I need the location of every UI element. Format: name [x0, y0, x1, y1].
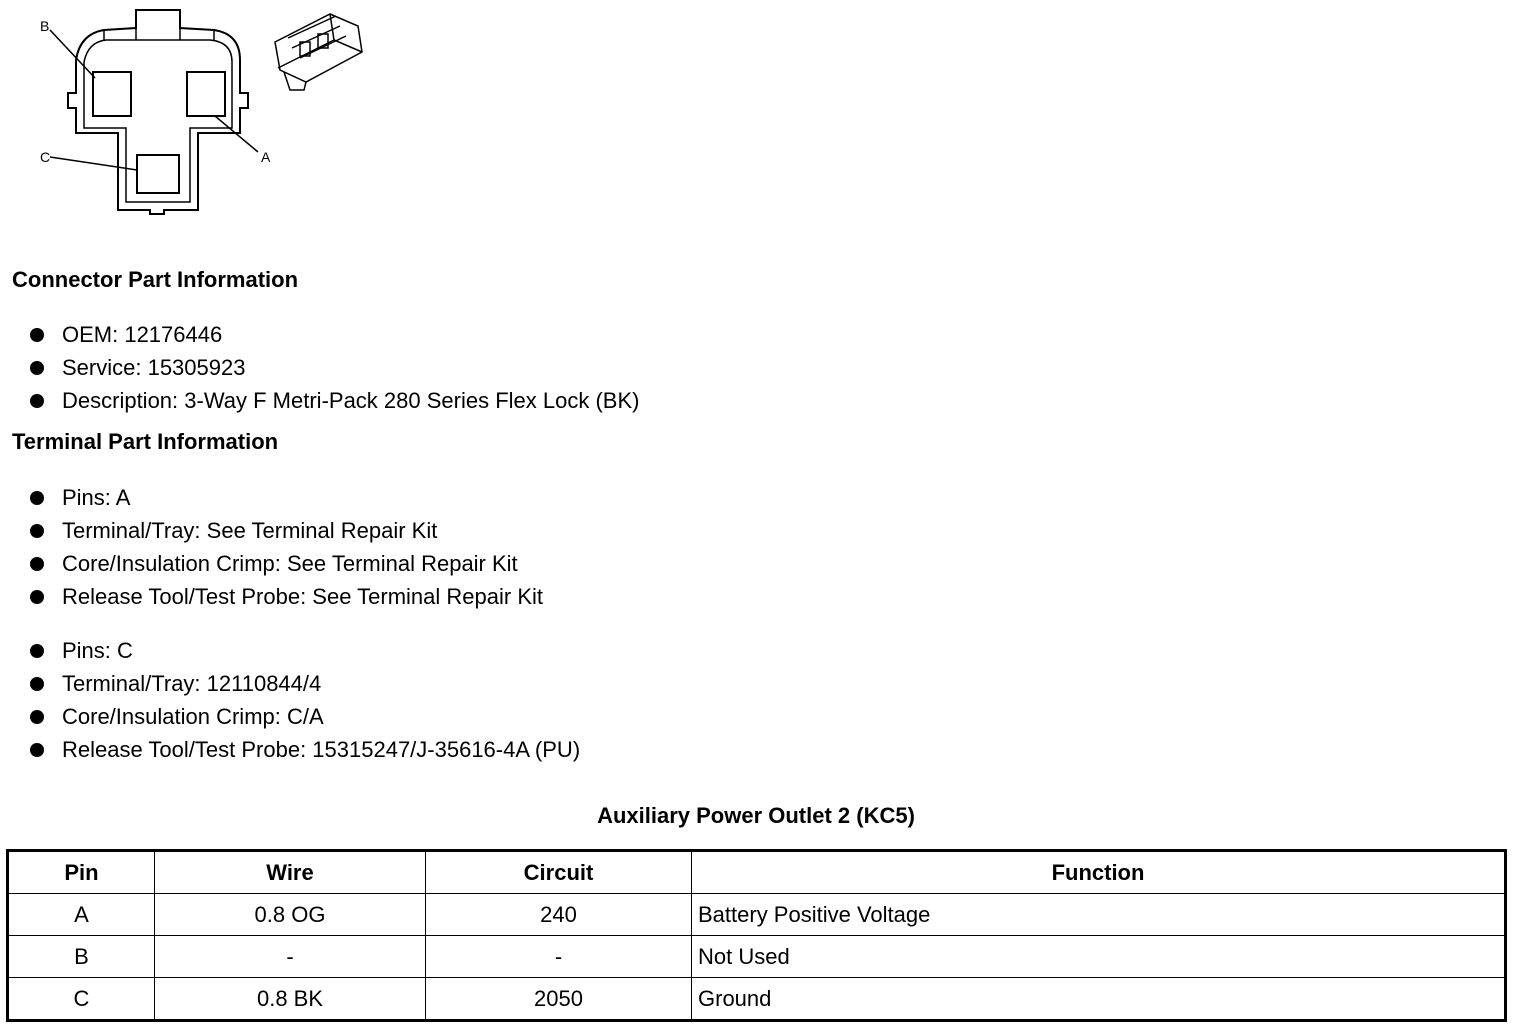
list-item: OEM: 12176446: [28, 318, 639, 351]
cell-function: Battery Positive Voltage: [692, 894, 1506, 936]
bullet-icon: [30, 557, 44, 571]
pin-label-a: A: [261, 149, 271, 165]
header-pin: Pin: [8, 851, 155, 894]
cavity-b: [93, 72, 131, 116]
list-item: Pins: C: [28, 634, 580, 667]
cell-circuit: -: [426, 936, 692, 978]
pinout-table: [6, 849, 1507, 1022]
list-item: Release Tool/Test Probe: See Terminal Repair Kit: [28, 580, 543, 613]
list-item: Core/Insulation Crimp: See Terminal Repair Kit: [28, 547, 543, 580]
connector-thumbnail: [275, 14, 362, 90]
list-item: Release Tool/Test Probe: 15315247/J-35616-4A (PU): [28, 733, 580, 766]
terminal-info-group-c: [28, 634, 580, 766]
cavity-c: [137, 155, 179, 193]
cell-pin: A: [8, 894, 155, 936]
header-wire: Wire: [155, 851, 426, 894]
bullet-icon: [30, 361, 44, 375]
terminal-info-group-a: [28, 481, 543, 613]
cell-circuit: 2050: [426, 978, 692, 1021]
cavity-a: [187, 72, 225, 116]
list-item: Terminal/Tray: 12110844/4: [28, 667, 580, 700]
bullet-icon: [30, 394, 44, 408]
bullet-icon: [30, 644, 44, 658]
list-item: Terminal/Tray: See Terminal Repair Kit: [28, 514, 543, 547]
cell-pin: C: [8, 978, 155, 1021]
connector-face-outline: [68, 10, 248, 214]
list-item: Core/Insulation Crimp: C/A: [28, 700, 580, 733]
bullet-icon: [30, 590, 44, 604]
connector-diagram: [0, 0, 380, 225]
cell-wire: 0.8 BK: [155, 978, 426, 1021]
table-row: [8, 978, 1506, 1021]
table-row: [8, 894, 1506, 936]
table-title: Auxiliary Power Outlet 2 (KC5): [597, 803, 915, 828]
cell-pin: B: [8, 936, 155, 978]
connector-info-list: [28, 318, 639, 417]
list-item: Service: 15305923: [28, 351, 639, 384]
header-circuit: Circuit: [426, 851, 692, 894]
pin-label-c: C: [40, 149, 51, 165]
bullet-icon: [30, 710, 44, 724]
cell-wire: 0.8 OG: [155, 894, 426, 936]
bullet-icon: [30, 743, 44, 757]
bullet-icon: [30, 328, 44, 342]
header-function: Function: [692, 851, 1506, 894]
list-item: Description: 3-Way F Metri-Pack 280 Series Flex Lock (BK): [28, 384, 639, 417]
cell-function: Not Used: [692, 936, 1506, 978]
table-row: [8, 936, 1506, 978]
bullet-icon: [30, 491, 44, 505]
list-item: Pins: A: [28, 481, 543, 514]
cell-function: Ground: [692, 978, 1506, 1021]
bullet-icon: [30, 524, 44, 538]
cell-wire: -: [155, 936, 426, 978]
connector-info-heading: Connector Part Information: [12, 267, 299, 292]
cell-circuit: 240: [426, 894, 692, 936]
pin-label-b: B: [40, 18, 50, 34]
table-header-row: [8, 851, 1506, 894]
terminal-info-heading: Terminal Part Information: [12, 429, 279, 454]
bullet-icon: [30, 677, 44, 691]
